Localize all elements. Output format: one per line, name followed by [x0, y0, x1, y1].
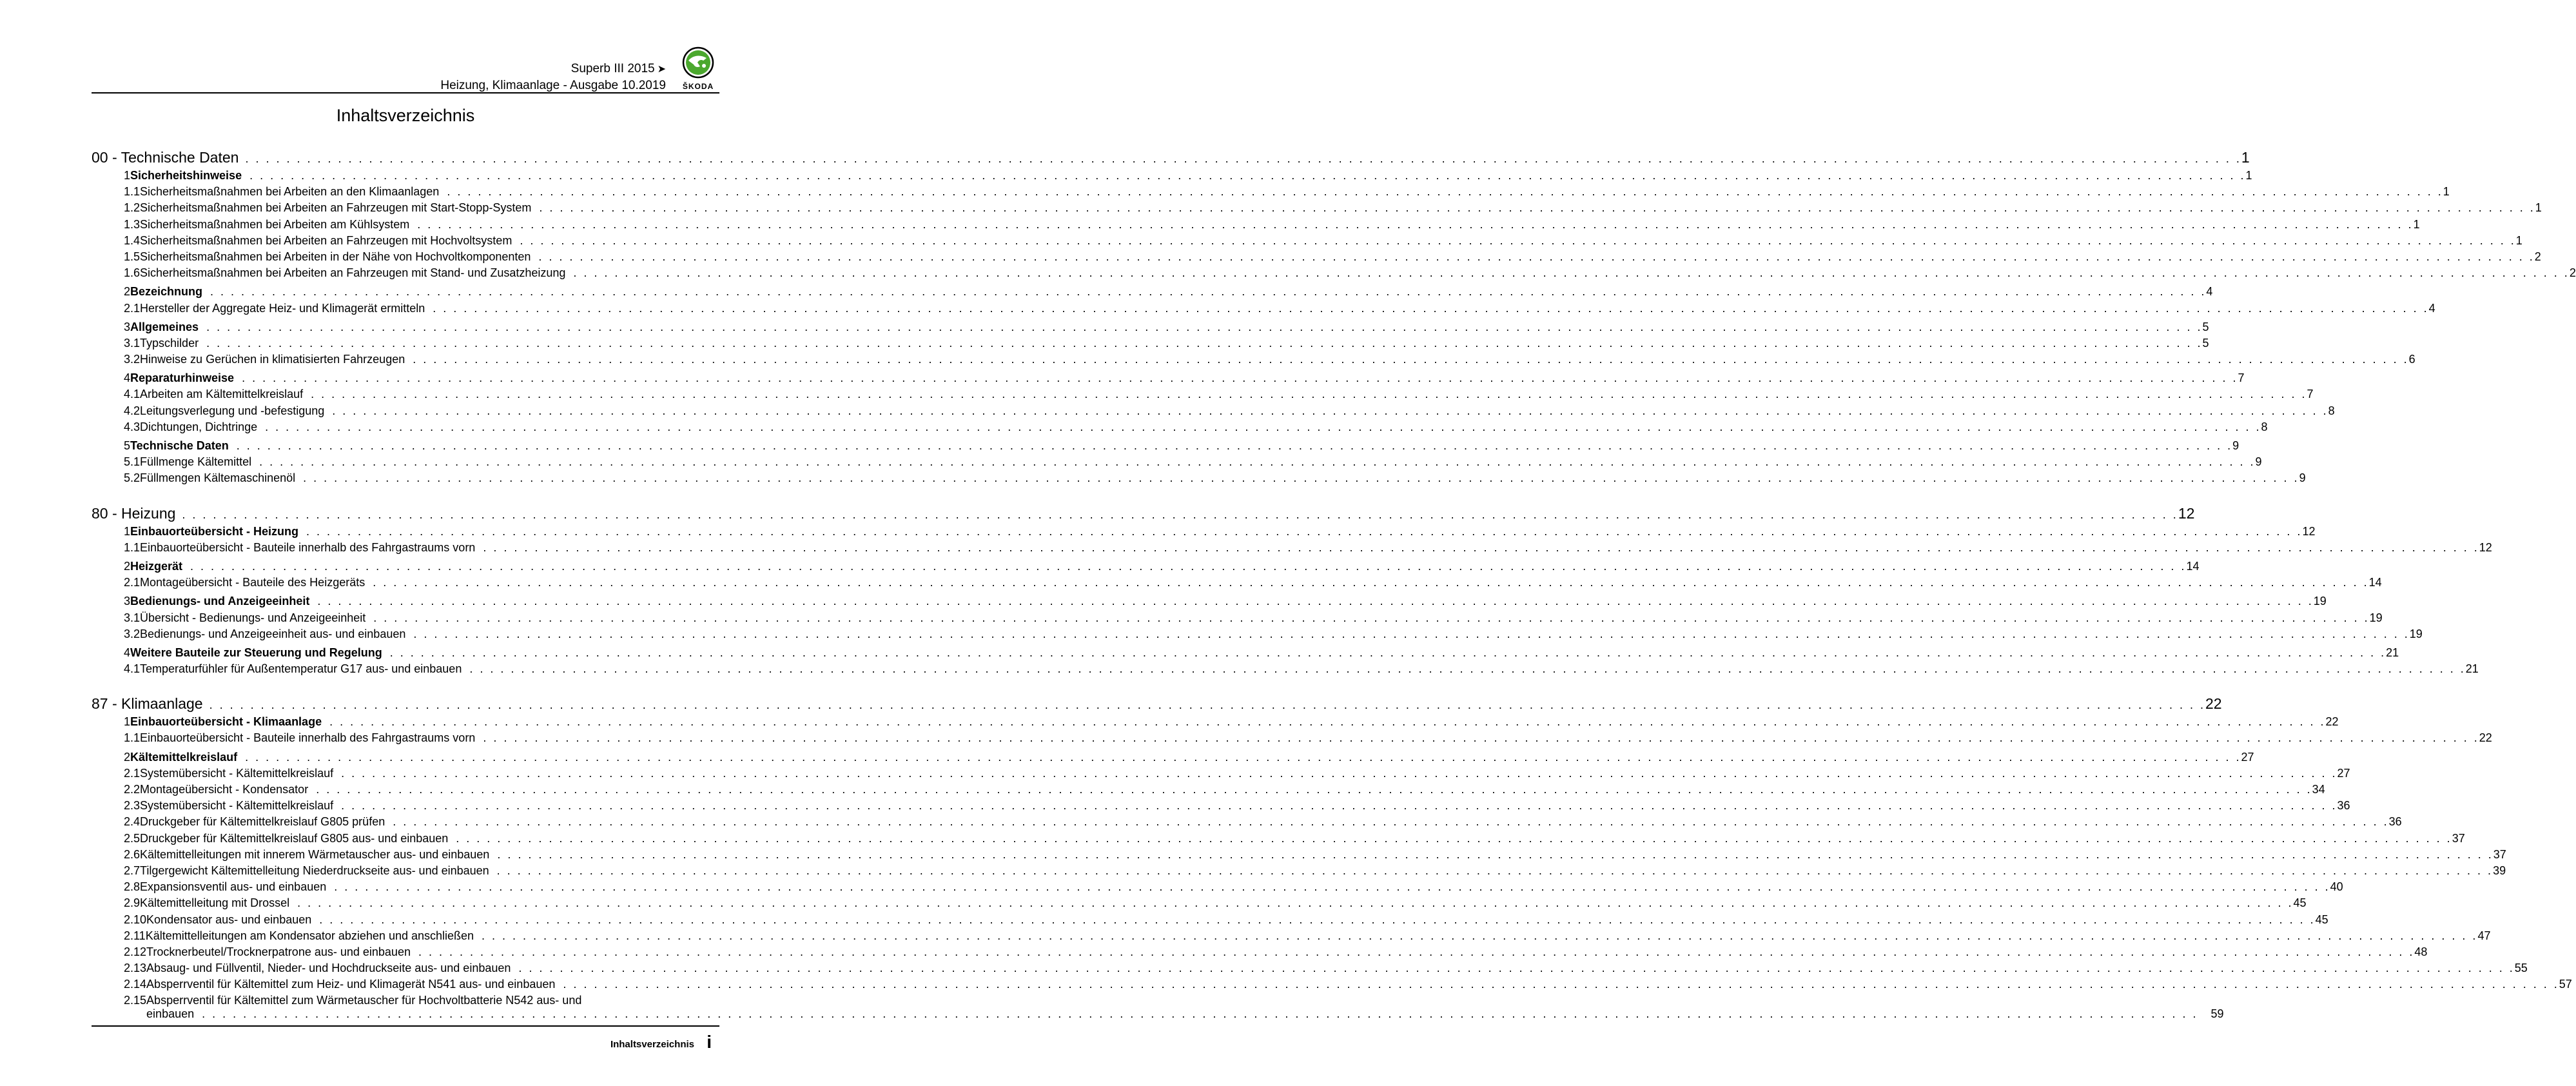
entry-page: 9	[2299, 471, 2306, 485]
leader-dots	[413, 627, 2409, 641]
leader-dots	[329, 715, 2325, 729]
chapter-page: 12	[2178, 504, 2195, 522]
leader-dots	[563, 978, 2559, 991]
leader-dots	[447, 185, 2443, 199]
entry-page: 4	[2428, 301, 2435, 315]
entry-number: 4.3	[124, 420, 141, 433]
leader-dots	[319, 913, 2315, 927]
toc-entry[interactable]	[92, 731, 2492, 747]
toc-entry[interactable]	[92, 576, 2382, 592]
entry-number: 1.4	[124, 233, 141, 247]
leader-dots	[469, 662, 2465, 676]
entry-number: 5.2	[124, 471, 141, 485]
entry-page: 37	[2493, 847, 2506, 861]
toc-entry[interactable]	[92, 371, 2245, 388]
entry-number: 3	[124, 320, 131, 333]
toc-entry[interactable]	[92, 978, 2572, 994]
entry-page: 37	[2452, 831, 2465, 845]
header-model	[571, 62, 666, 76]
entry-page: 22	[2479, 731, 2492, 745]
entry-title: Allgemeines	[130, 320, 199, 333]
chapter-title: 80 - Heizung	[92, 504, 176, 522]
leader-dots	[538, 250, 2534, 264]
entry-page: 27	[2241, 750, 2254, 764]
leader-dots	[413, 353, 2408, 366]
entry-title: Sicherheitsmaßnahmen bei Arbeiten in der Nähe von Hochvoltkomponenten	[140, 250, 531, 263]
entry-page: 1	[2535, 201, 2542, 215]
leader-dots	[373, 576, 2368, 589]
entry-page: 39	[2493, 864, 2506, 877]
leader-dots	[182, 508, 2178, 522]
leader-dots	[245, 152, 2241, 166]
entry-title-line2-row	[146, 1007, 2223, 1021]
entry-page: 14	[2186, 559, 2200, 573]
entry-number: 2.5	[124, 831, 141, 845]
entry-number: 5	[124, 439, 131, 452]
entry-title: Leitungsverlegung und -befestigung	[140, 404, 325, 417]
arrow-icon: ➤	[657, 64, 666, 75]
entry-page: 5	[2202, 320, 2209, 333]
leader-dots	[341, 799, 2337, 813]
toc-entry[interactable]	[92, 320, 2209, 337]
leader-dots	[393, 815, 2388, 829]
entry-title: Absperrventil für Kältemittel zum Wärmetauscher für Hochvoltbatterie N542 aus- und	[146, 994, 582, 1007]
toc-entry[interactable]	[92, 471, 2306, 488]
toc-entry[interactable]	[92, 994, 2224, 1021]
leader-dots	[317, 595, 2313, 608]
entry-page: 45	[2315, 913, 2328, 926]
toc-entry[interactable]	[92, 455, 2262, 471]
entry-page: 55	[2514, 962, 2528, 975]
entry-number: 2	[124, 750, 131, 764]
toc-entry[interactable]	[92, 217, 2420, 234]
entry-number: 1.1	[124, 731, 141, 745]
entry-title: Tilgergewicht Kältemittelleitung Niederdruckseite aus- und einbauen	[140, 864, 489, 877]
toc-entry[interactable]	[92, 439, 2239, 455]
header-rule	[92, 92, 719, 94]
toc-entry[interactable]	[92, 266, 2576, 282]
toc-entry[interactable]	[92, 201, 2542, 217]
entry-page: 2	[2569, 266, 2576, 280]
entry-number: 2.14	[124, 978, 147, 991]
entry-title: Sicherheitsmaßnahmen bei Arbeiten am Kühlsystem	[140, 217, 410, 231]
leader-dots	[332, 404, 2328, 418]
entry-title: Arbeiten am Kältemittelkreislauf	[140, 388, 304, 401]
entry-page: 9	[2232, 439, 2239, 452]
entry-number: 1.1	[124, 540, 141, 554]
toc-entry[interactable]	[92, 301, 2435, 318]
toc-entry[interactable]	[92, 929, 2491, 945]
entry-title: Kältemittelleitungen mit innerem Wärmetauscher aus- und einbauen	[140, 847, 490, 861]
entry-number: 1	[124, 715, 131, 729]
entry-number: 3.1	[124, 336, 141, 350]
entry-title: Montageübersicht - Kondensator	[140, 783, 309, 796]
entry-page: 1	[2443, 185, 2450, 199]
entry-page: 21	[2465, 662, 2479, 676]
entry-title: Expansionsventil aus- und einbauen	[140, 880, 327, 894]
entry-number: 3.2	[124, 627, 141, 640]
leader-dots	[311, 388, 2307, 401]
toc-entry[interactable]	[92, 353, 2415, 369]
entry-title-line2: einbauen	[146, 1007, 195, 1021]
entry-title: Weitere Bauteile zur Steuerung und Regelung	[130, 646, 382, 659]
entry-number: 1	[124, 169, 131, 182]
toc-entry[interactable]	[92, 336, 2209, 353]
chapter-page: 22	[2205, 695, 2222, 713]
entry-title: Einbauorteübersicht - Klimaanlage	[130, 715, 322, 729]
leader-dots	[539, 201, 2535, 215]
entry-title: Kältemittelkreislauf	[130, 750, 238, 764]
entry-number: 2.7	[124, 864, 141, 877]
entry-title: Kältemittelleitungen am Kondensator abziehen und anschließen	[145, 929, 474, 942]
leader-dots	[306, 525, 2302, 538]
leader-dots	[249, 169, 2245, 183]
entry-title: Technische Daten	[130, 439, 229, 452]
leader-dots	[483, 541, 2479, 555]
entry-page: 1	[2413, 217, 2420, 231]
toc-entry[interactable]	[92, 896, 2307, 913]
entry-title: Füllmenge Kältemittel	[140, 455, 252, 469]
entry-number: 4.1	[124, 662, 141, 676]
entry-number: 2.12	[124, 945, 147, 958]
header-model-text: Superb III 2015	[571, 62, 655, 75]
entry-page: 19	[2409, 627, 2423, 640]
entry-page: 12	[2479, 540, 2492, 554]
skoda-logo-icon	[682, 46, 714, 81]
entry-number: 4.1	[124, 388, 141, 401]
entry-title: Einbauorteübersicht - Bauteile innerhalb des Fahrgastraums vorn	[140, 731, 476, 745]
entry-number: 2.3	[124, 799, 141, 813]
toc-chapter[interactable]	[92, 695, 2222, 713]
entry-page: 5	[2202, 336, 2209, 350]
toc-entry[interactable]	[92, 831, 2465, 848]
entry-page: 6	[2408, 353, 2415, 366]
leader-dots	[418, 945, 2414, 959]
toc-entry[interactable]	[92, 750, 2254, 767]
entry-page: 7	[2238, 371, 2245, 385]
toc-entry[interactable]	[92, 962, 2528, 978]
header-edition: Heizung, Klimaanlage - Ausgabe 10.2019	[440, 79, 666, 92]
entry-page: 36	[2388, 815, 2402, 829]
toc-entry[interactable]	[92, 595, 2327, 611]
entry-number: 2.1	[124, 576, 141, 589]
entry-page: 8	[2261, 420, 2268, 433]
toc-entry[interactable]	[92, 880, 2343, 896]
entry-page: 40	[2330, 880, 2343, 894]
leader-dots	[341, 767, 2337, 780]
leader-dots	[259, 455, 2255, 469]
entry-page: 14	[2368, 576, 2382, 589]
toc-entry[interactable]	[92, 611, 2383, 627]
leader-dots	[417, 218, 2413, 232]
toc-entry[interactable]	[92, 524, 2316, 541]
table-of-contents	[92, 149, 2576, 1022]
entry-number: 1.2	[124, 201, 141, 215]
entry-number: 2.8	[124, 880, 141, 894]
toc-entry[interactable]	[92, 404, 2335, 420]
entry-title: Kältemittelleitung mit Drossel	[140, 896, 290, 910]
leader-dots	[202, 1007, 2198, 1021]
entry-title: Dichtungen, Dichtringe	[140, 420, 258, 433]
entry-page: 22	[2325, 715, 2339, 729]
footer-rule	[92, 1025, 719, 1027]
leader-dots	[483, 731, 2479, 745]
leader-dots	[242, 371, 2238, 385]
entry-number: 2.13	[124, 962, 147, 975]
toc-entry[interactable]	[92, 783, 2325, 799]
toc-chapter[interactable]	[92, 149, 2250, 166]
toc-entry[interactable]	[92, 540, 2492, 557]
toc-entry[interactable]	[92, 559, 2200, 576]
leader-dots	[334, 880, 2330, 894]
entry-number: 3	[124, 595, 131, 608]
entry-page: 19	[2313, 595, 2327, 608]
toc-entry[interactable]	[92, 815, 2402, 831]
leader-dots	[210, 698, 2205, 712]
leader-dots	[297, 896, 2293, 910]
entry-title: Einbauorteübersicht - Bauteile innerhalb des Fahrgastraums vorn	[140, 540, 476, 554]
entry-number: 2.10	[124, 913, 147, 926]
leader-dots	[482, 929, 2477, 943]
entry-number: 2.6	[124, 847, 141, 861]
entry-page: 48	[2414, 945, 2428, 958]
entry-number: 4	[124, 371, 131, 385]
entry-title: Füllmengen Kältemaschinenöl	[140, 471, 296, 485]
leader-dots	[206, 321, 2202, 334]
entry-title: Hersteller der Aggregate Heiz- und Klimagerät ermitteln	[140, 301, 425, 315]
entry-number: 2.1	[124, 766, 141, 780]
entry-title: Absaug- und Füllventil, Nieder- und Hochdruckseite aus- und einbauen	[146, 962, 511, 975]
entry-page: 19	[2369, 611, 2383, 624]
entry-title: Bezeichnung	[130, 285, 203, 299]
leader-dots	[206, 337, 2202, 350]
entry-page: 1	[2245, 169, 2252, 182]
entry-page: 8	[2328, 404, 2335, 417]
entry-title: Sicherheitsmaßnahmen bei Arbeiten an Fahrzeugen mit Hochvoltsystem	[140, 233, 512, 247]
entry-title: Heizgerät	[130, 559, 183, 573]
logo-text: ŠKODA	[682, 82, 714, 91]
entry-number: 4.2	[124, 404, 141, 417]
toc-entry[interactable]	[92, 913, 2328, 929]
leader-dots	[390, 646, 2386, 660]
toc-entry[interactable]	[92, 646, 2399, 662]
leader-dots	[316, 783, 2312, 796]
entry-number: 1.3	[124, 217, 141, 231]
leader-dots	[210, 285, 2206, 299]
leader-dots	[265, 420, 2261, 434]
entry-number: 3.2	[124, 353, 141, 366]
entry-title: Einbauorteübersicht - Heizung	[130, 524, 299, 538]
leader-dots	[237, 439, 2232, 453]
leader-dots	[520, 234, 2515, 248]
entry-title-block	[146, 994, 2223, 1021]
toc-entry[interactable]	[92, 420, 2268, 437]
entry-number: 2	[124, 559, 131, 573]
entry-page: 27	[2337, 766, 2350, 780]
entry-number: 4	[124, 646, 131, 659]
entry-title: Druckgeber für Kältemittelkreislauf G805 aus- und einbauen	[140, 831, 449, 845]
leader-dots	[497, 848, 2493, 862]
leader-dots	[190, 560, 2186, 573]
entry-title: Übersicht - Bedienungs- und Anzeigeeinheit	[140, 611, 366, 624]
entry-title: Sicherheitshinweise	[130, 169, 242, 182]
leader-dots	[456, 832, 2452, 845]
entry-number: 2	[124, 285, 131, 299]
entry-page: 34	[2312, 783, 2325, 796]
chapter-page: 1	[2241, 149, 2250, 166]
entry-title: Bedienungs- und Anzeigeeinheit	[130, 595, 310, 608]
entry-title: Temperaturfühler für Außentemperatur G17 aus- und einbauen	[140, 662, 462, 676]
entry-page: 47	[2477, 929, 2491, 942]
entry-page: 21	[2386, 646, 2399, 659]
entry-title: Sicherheitsmaßnahmen bei Arbeiten an Fahrzeugen mit Start-Stopp-System	[140, 201, 532, 215]
leader-dots	[518, 962, 2514, 975]
entry-number: 2.11	[124, 929, 146, 942]
entry-number: 2.1	[124, 301, 141, 315]
footer-page-number: i	[707, 1032, 712, 1052]
entry-title: Typschilder	[140, 336, 199, 350]
footer-label: Inhaltsverzeichnis	[610, 1039, 694, 1050]
entry-number: 2.9	[124, 896, 141, 910]
toc-entry[interactable]	[92, 627, 2423, 644]
entry-title: Sicherheitsmaßnahmen bei Arbeiten an den Klimaanlagen	[140, 185, 440, 199]
toc-entry[interactable]	[92, 662, 2479, 678]
entry-title: Trocknerbeutel/Trocknerpatrone aus- und einbauen	[146, 945, 411, 958]
toc-entry[interactable]	[92, 847, 2506, 864]
toc-entry[interactable]	[92, 388, 2314, 404]
toc-entry[interactable]	[92, 250, 2541, 266]
toc-entry[interactable]	[92, 169, 2252, 185]
entry-number: 1.6	[124, 266, 141, 280]
leader-dots	[245, 751, 2241, 764]
entry-number: 1.5	[124, 250, 141, 263]
entry-page: 59	[2210, 1007, 2224, 1021]
entry-title: Absperrventil für Kältemittel zum Heiz- und Klimagerät N541 aus- und einbauen	[146, 978, 556, 991]
entry-page: 1	[2515, 233, 2522, 247]
toc-entry[interactable]	[92, 185, 2450, 201]
entry-title: Montageübersicht - Bauteile des Heizgeräts	[140, 576, 366, 589]
entry-title: Sicherheitsmaßnahmen bei Arbeiten an Fahrzeugen mit Stand- und Zusatzheizung	[140, 266, 566, 280]
entry-number: 5.1	[124, 455, 141, 469]
entry-title: Druckgeber für Kältemittelkreislauf G805 prüfen	[140, 815, 385, 829]
entry-title: Bedienungs- und Anzeigeeinheit aus- und einbauen	[140, 627, 406, 640]
entry-number: 3.1	[124, 611, 141, 624]
entry-page: 9	[2255, 455, 2262, 469]
entry-title: Kondensator aus- und einbauen	[146, 913, 312, 926]
entry-page: 7	[2307, 388, 2314, 401]
toc-entry[interactable]	[92, 715, 2339, 731]
entry-number: 1	[124, 524, 131, 538]
entry-number: 2.15	[124, 994, 147, 1007]
entry-number: 2.2	[124, 783, 141, 796]
entry-page: 2	[2534, 250, 2541, 263]
entry-page: 36	[2337, 799, 2350, 813]
entry-title: Systemübersicht - Kältemittelkreislauf	[140, 799, 334, 813]
toc-entry[interactable]	[92, 233, 2522, 250]
leader-dots	[497, 864, 2493, 878]
entry-title: Hinweise zu Gerüchen in klimatisierten Fahrzeugen	[140, 353, 405, 366]
leader-dots	[303, 471, 2299, 485]
entry-title: Systemübersicht - Kältemittelkreislauf	[140, 766, 334, 780]
chapter-title: 00 - Technische Daten	[92, 149, 239, 166]
chapter-title: 87 - Klimaanlage	[92, 695, 203, 713]
toc-chapter[interactable]	[92, 504, 2195, 522]
entry-page: 4	[2206, 285, 2213, 299]
entry-number: 1.1	[124, 185, 141, 199]
leader-dots	[433, 302, 2428, 315]
toc-entry[interactable]	[92, 799, 2350, 815]
toc-entry[interactable]	[92, 864, 2506, 880]
entry-number: 2.4	[124, 815, 141, 829]
entry-page: 57	[2559, 978, 2572, 991]
toc-entry[interactable]	[92, 766, 2350, 783]
page-title: Inhaltsverzeichnis	[336, 106, 475, 125]
toc-entry[interactable]	[92, 285, 2213, 301]
toc-entry[interactable]	[92, 945, 2428, 962]
entry-page: 12	[2302, 524, 2316, 538]
entry-page: 45	[2293, 896, 2307, 910]
leader-dots	[373, 611, 2369, 625]
entry-title: Reparaturhinweise	[130, 371, 235, 385]
leader-dots	[573, 266, 2569, 280]
